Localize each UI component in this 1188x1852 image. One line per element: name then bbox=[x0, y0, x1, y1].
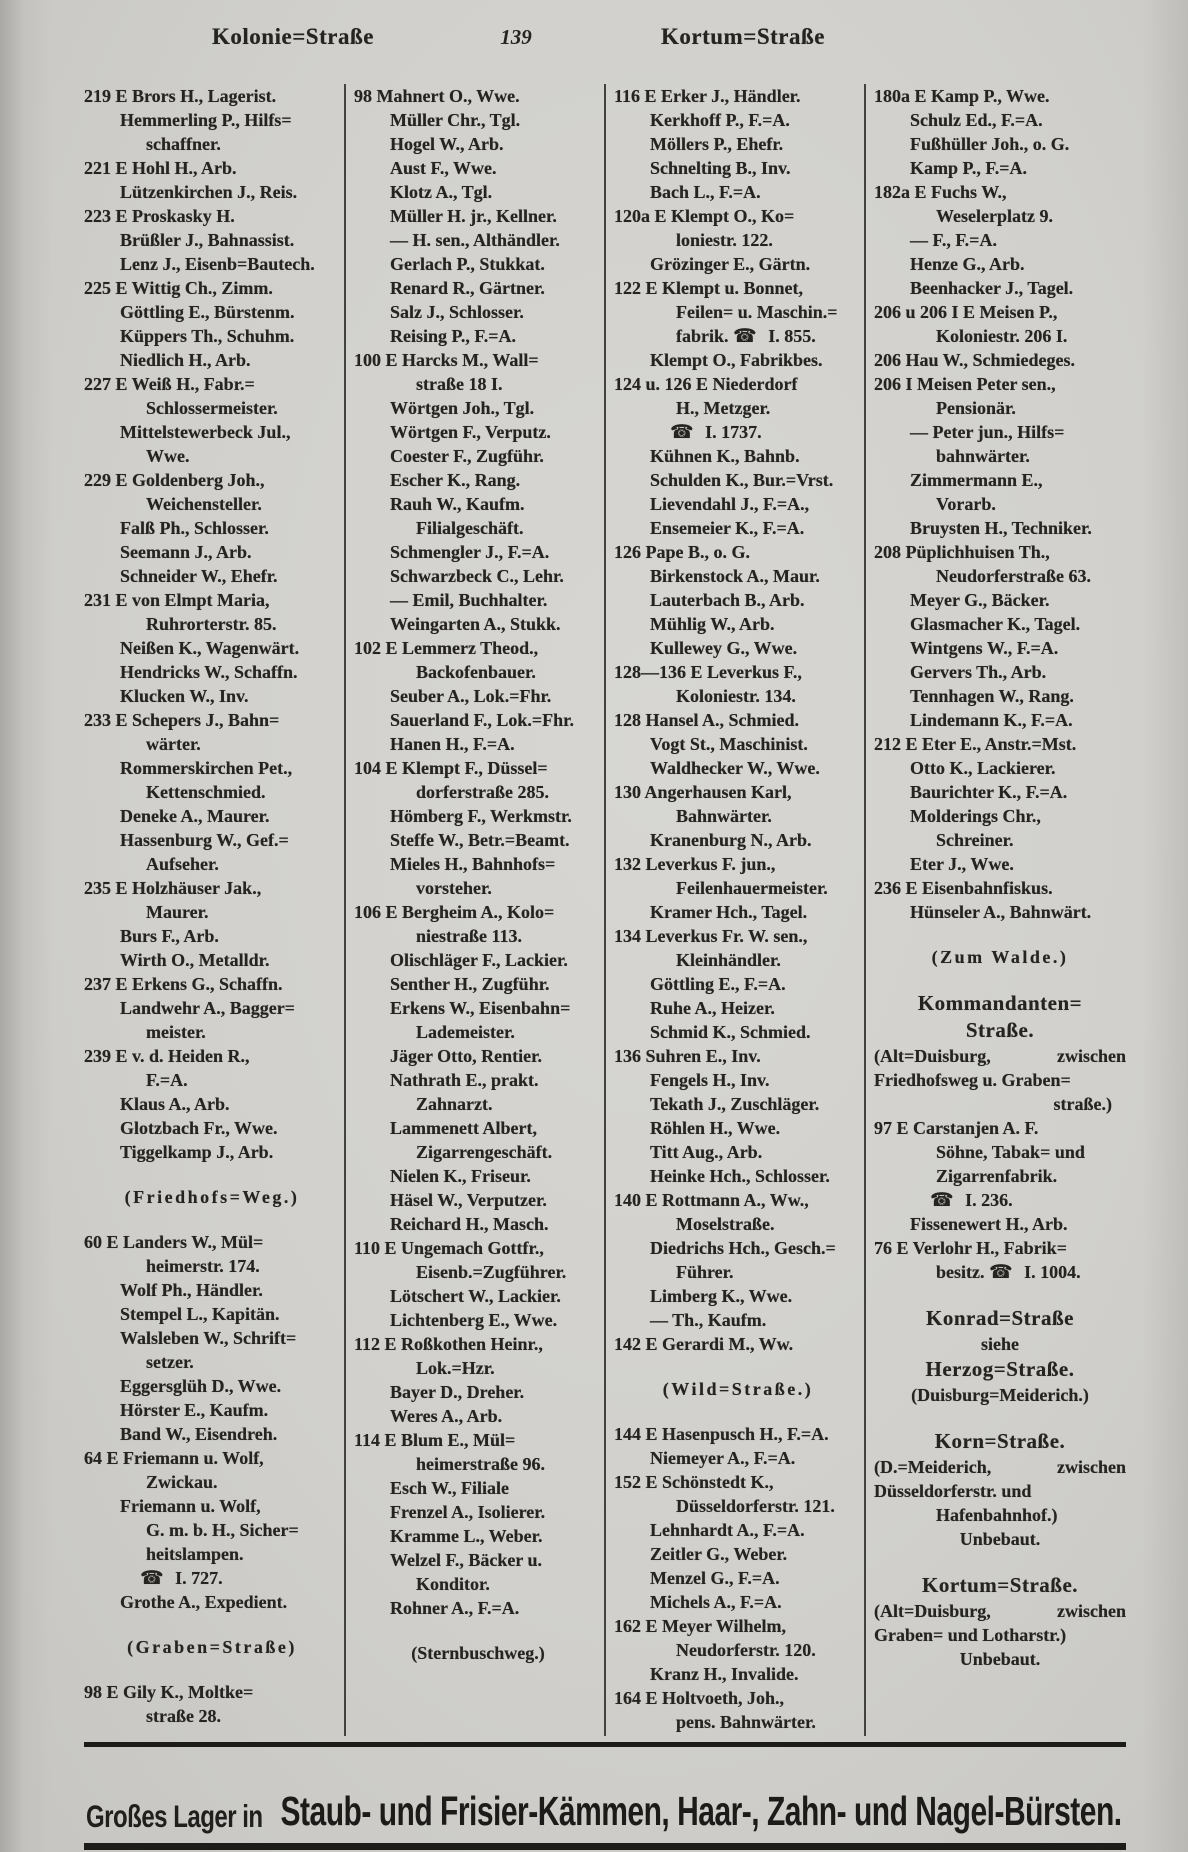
directory-line: Glasmacher K., Tagel. bbox=[910, 614, 1081, 634]
directory-line: setzer. bbox=[146, 1352, 194, 1372]
column-divider bbox=[604, 84, 606, 1736]
directory-line: Sauerland F., Lok.=Fhr. bbox=[390, 710, 574, 730]
directory-line: Friedhofsweg u. Graben= bbox=[874, 1070, 1071, 1090]
directory-line: Lötschert W., Lackier. bbox=[390, 1286, 561, 1306]
directory-line: fabrik. ☎ I. 855. bbox=[676, 325, 816, 347]
directory-line: 180a E Kamp P., Wwe. bbox=[874, 86, 1050, 106]
directory-line: Eggersglüh D., Wwe. bbox=[120, 1376, 282, 1396]
directory-line: 76 E Verlohr H., Fabrik= bbox=[874, 1238, 1067, 1258]
directory-line: 104 E Klempt F., Düssel= bbox=[354, 758, 548, 778]
directory-line: Tekath J., Zuschläger. bbox=[650, 1094, 820, 1114]
directory-line: Ruhe A., Heizer. bbox=[650, 998, 775, 1018]
directory-line: Lok.=Hzr. bbox=[416, 1358, 495, 1378]
directory-line: Rommerskirchen Pet., bbox=[120, 758, 293, 778]
directory-line: 162 E Meyer Wilhelm, bbox=[614, 1616, 786, 1636]
directory-line: ☎ I. 727. bbox=[140, 1567, 223, 1589]
directory-line: Coester F., Zugführ. bbox=[390, 446, 544, 466]
directory-line: Feilenhauermeister. bbox=[676, 878, 828, 898]
directory-line: Molderings Chr., bbox=[910, 806, 1041, 826]
directory-line: Fissenewert H., Arb. bbox=[910, 1214, 1068, 1234]
spacer bbox=[354, 1620, 602, 1641]
directory-line: 98 E Gily K., Moltke= bbox=[84, 1682, 254, 1702]
directory-line: 116 E Erker J., Händler. bbox=[614, 86, 801, 106]
directory-line: 239 E v. d. Heiden R., bbox=[84, 1046, 250, 1066]
directory-line: — Peter jun., Hilfs= bbox=[910, 422, 1065, 442]
telephone-icon: ☎ bbox=[140, 1567, 164, 1589]
directory-line: Wörtgen F., Verputz. bbox=[390, 422, 551, 442]
cross-street-note: Unbebaut. bbox=[959, 1529, 1041, 1549]
directory-line: — H. sen., Althändler. bbox=[390, 230, 560, 250]
street-heading: Kommandanten= bbox=[917, 991, 1083, 1015]
directory-line: Diedrichs Hch., Gesch.= bbox=[650, 1238, 836, 1258]
directory-line: Zigarrengeschäft. bbox=[416, 1142, 553, 1162]
directory-line: Stempel L., Kapitän. bbox=[120, 1304, 280, 1324]
directory-line: vorsteher. bbox=[416, 878, 492, 898]
directory-line: Lützenkirchen J., Reis. bbox=[120, 182, 298, 202]
directory-line: Mieles H., Bahnhofs= bbox=[390, 854, 556, 874]
directory-line: 60 E Landers W., Mül= bbox=[84, 1232, 264, 1252]
directory-line: Bruysten H., Techniker. bbox=[910, 518, 1092, 538]
directory-line: 132 Leverkus F. jun., bbox=[614, 854, 776, 874]
directory-line: Kühnen K., Bahnb. bbox=[650, 446, 800, 466]
directory-line: 225 E Wittig Ch., Zimm. bbox=[84, 278, 273, 298]
directory-line: Mittelstewerbeck Jul., bbox=[120, 422, 291, 442]
directory-line: 235 E Holzhäuser Jak., bbox=[84, 878, 262, 898]
directory-line: Heinke Hch., Schlosser. bbox=[650, 1166, 830, 1186]
directory-line: Schreiner. bbox=[936, 830, 1014, 850]
directory-line: Burs F., Arb. bbox=[120, 926, 219, 946]
directory-line: Schmengler J., F.=A. bbox=[390, 542, 550, 562]
column-divider bbox=[344, 84, 346, 1736]
directory-line: Escher K., Rang. bbox=[390, 470, 521, 490]
directory-line: H., Metzger. bbox=[676, 398, 771, 418]
directory-line: heitslampen. bbox=[146, 1544, 244, 1564]
directory-column-4 bbox=[874, 84, 1126, 1671]
spacer bbox=[84, 1164, 340, 1185]
directory-line: Zahnarzt. bbox=[416, 1094, 493, 1114]
directory-line: 120a E Klempt O., Ko= bbox=[614, 206, 795, 226]
directory-line: Hendricks W., Schaffn. bbox=[120, 662, 298, 682]
running-header-right: Kortum=Straße bbox=[661, 24, 825, 49]
directory-line: Lammenett Albert, bbox=[390, 1118, 537, 1138]
column-divider bbox=[864, 84, 866, 1736]
directory-line: 122 E Klempt u. Bonnet, bbox=[614, 278, 804, 298]
directory-line: Söhne, Tabak= und bbox=[936, 1142, 1085, 1162]
spacer bbox=[84, 1209, 340, 1230]
cross-street-note: (Friedhofs=Weg.) bbox=[124, 1187, 300, 1207]
street-heading: Kortum=Straße. bbox=[921, 1573, 1079, 1597]
directory-line: Filialgeschäft. bbox=[416, 518, 524, 538]
directory-line: Limberg K., Wwe. bbox=[650, 1286, 793, 1306]
directory-line: Zigarrenfabrik. bbox=[936, 1166, 1058, 1186]
directory-line: 219 E Brors H., Lagerist. bbox=[84, 86, 277, 106]
directory-line: Lauterbach B., Arb. bbox=[650, 590, 805, 610]
directory-line: Konditor. bbox=[416, 1574, 490, 1594]
telephone-icon: ☎ bbox=[733, 325, 757, 347]
directory-line: — Th., Kaufm. bbox=[650, 1310, 767, 1330]
spacer bbox=[874, 1551, 1126, 1572]
directory-line: 206 Hau W., Schmiedeges. bbox=[874, 350, 1076, 370]
directory-line: Deneke A., Maurer. bbox=[120, 806, 270, 826]
directory-line: 142 E Gerardi M., Ww. bbox=[614, 1334, 794, 1354]
street-heading: Straße. bbox=[965, 1018, 1035, 1042]
directory-line: dorferstraße 285. bbox=[416, 782, 549, 802]
directory-line: straße.) bbox=[1053, 1094, 1112, 1114]
directory-line: Wörtgen Joh., Tgl. bbox=[390, 398, 535, 418]
street-heading: Herzog=Straße. bbox=[925, 1357, 1075, 1381]
directory-line: Koloniestr. 206 I. bbox=[936, 326, 1068, 346]
directory-line: Kranenburg N., Arb. bbox=[650, 830, 812, 850]
directory-line: Landwehr A., Bagger= bbox=[120, 998, 295, 1018]
cross-street-note: (Sternbuschweg.) bbox=[411, 1643, 545, 1663]
directory-line: Häsel W., Verputzer. bbox=[390, 1190, 547, 1210]
page-number: 139 bbox=[500, 25, 532, 49]
directory-line: Lehnhardt A., F.=A. bbox=[650, 1520, 805, 1540]
directory-line: Ensemeier K., F.=A. bbox=[650, 518, 805, 538]
directory-line: Backofenbauer. bbox=[416, 662, 536, 682]
directory-line: Ruhrorterstr. 85. bbox=[146, 614, 277, 634]
directory-line: ☎ I. 236. bbox=[930, 1189, 1013, 1211]
directory-line: Kranz H., Invalide. bbox=[650, 1664, 799, 1684]
directory-line: Rohner A., F.=A. bbox=[390, 1598, 520, 1618]
directory-line: (Alt=Duisburg, zwischen bbox=[874, 1601, 1126, 1621]
directory-line: Hanen H., F.=A. bbox=[390, 734, 515, 754]
directory-line: Menzel G., F.=A. bbox=[650, 1568, 780, 1588]
directory-line: Frenzel A., Isolierer. bbox=[390, 1502, 546, 1522]
directory-line: Neudorferstraße 63. bbox=[936, 566, 1091, 586]
directory-line: Führer. bbox=[676, 1262, 734, 1282]
directory-line: Klempt O., Fabrikbes. bbox=[650, 350, 823, 370]
spacer bbox=[874, 924, 1126, 945]
footer-ad-prefix: Großes Lager in bbox=[86, 1799, 263, 1835]
directory-line: 206 I Meisen Peter sen., bbox=[874, 374, 1056, 394]
directory-line: Meyer G., Bäcker. bbox=[910, 590, 1050, 610]
directory-line: ☎ I. 1737. bbox=[670, 421, 762, 443]
directory-line: Walsleben W., Schrift= bbox=[120, 1328, 297, 1348]
directory-line: Göttling E., Bürstenm. bbox=[120, 302, 295, 322]
directory-line: Moselstraße. bbox=[676, 1214, 775, 1234]
cross-street-note: Unbebaut. bbox=[959, 1649, 1041, 1669]
directory-line: Lievendahl J., F.=A., bbox=[650, 494, 810, 514]
directory-line: Steffe W., Betr.=Beamt. bbox=[390, 830, 570, 850]
directory-line: 134 Leverkus Fr. W. sen., bbox=[614, 926, 808, 946]
directory-line: Beenhacker J., Tagel. bbox=[910, 278, 1074, 298]
directory-line: 100 E Harcks M., Wall= bbox=[354, 350, 539, 370]
cross-street-note: (Zum Walde.) bbox=[931, 947, 1069, 967]
directory-line: Hassenburg W., Gef.= bbox=[120, 830, 289, 850]
directory-line: Müller H. jr., Kellner. bbox=[390, 206, 557, 226]
spacer bbox=[874, 1284, 1126, 1305]
directory-line: 110 E Ungemach Gottfr., bbox=[354, 1238, 544, 1258]
directory-line: Vorarb. bbox=[936, 494, 996, 514]
directory-line: Graben= und Lotharstr.) bbox=[874, 1625, 1067, 1645]
directory-line: Kamp P., F.=A. bbox=[910, 158, 1027, 178]
directory-line: 106 E Bergheim A., Kolo= bbox=[354, 902, 555, 922]
directory-line: Jäger Otto, Rentier. bbox=[390, 1046, 542, 1066]
directory-line: Zimmermann E., bbox=[910, 470, 1043, 490]
directory-column-3 bbox=[614, 84, 862, 1734]
directory-line: Eter J., Wwe. bbox=[910, 854, 1014, 874]
directory-line: Zwickau. bbox=[146, 1472, 218, 1492]
directory-line: Bahnwärter. bbox=[676, 806, 772, 826]
directory-line: Schnelting B., Inv. bbox=[650, 158, 791, 178]
directory-line: Schlossermeister. bbox=[146, 398, 278, 418]
directory-line: Fußhüller Joh., o. G. bbox=[910, 134, 1070, 154]
directory-line: Erkens W., Eisenbahn= bbox=[390, 998, 571, 1018]
directory-line: Kerkhoff P., F.=A. bbox=[650, 110, 790, 130]
directory-line: Feilen= u. Maschin.= bbox=[676, 302, 838, 322]
directory-line: Kramme L., Weber. bbox=[390, 1526, 543, 1546]
footer-rule-bottom bbox=[84, 1843, 1126, 1850]
directory-line: Hünseler A., Bahnwärt. bbox=[910, 902, 1092, 922]
telephone-icon: ☎ bbox=[989, 1261, 1013, 1283]
directory-line: 164 E Holtvoeth, Joh., bbox=[614, 1688, 785, 1708]
cross-street-note: (Duisburg=Meiderich.) bbox=[911, 1385, 1089, 1405]
telephone-icon: ☎ bbox=[670, 421, 694, 443]
spacer bbox=[874, 969, 1126, 990]
directory-line: 231 E von Elmpt Maria, bbox=[84, 590, 270, 610]
directory-line: 64 E Friemann u. Wolf, bbox=[84, 1448, 264, 1468]
directory-line: Birkenstock A., Maur. bbox=[650, 566, 820, 586]
directory-line: 102 E Lemmerz Theod., bbox=[354, 638, 539, 658]
footer-ad-text: Staub- und Frisier-Kämmen, Haar-, Zahn- und Nagel-Bürsten. bbox=[280, 1790, 1122, 1835]
directory-line: 221 E Hohl H., Arb. bbox=[84, 158, 237, 178]
running-header-left: Kolonie=Straße bbox=[212, 24, 374, 49]
directory-line: Klotz A., Tgl. bbox=[390, 182, 493, 202]
directory-line: 97 E Carstanjen A. F. bbox=[874, 1118, 1039, 1138]
directory-line: Senther H., Zugführ. bbox=[390, 974, 550, 994]
directory-line: 229 E Goldenberg Joh., bbox=[84, 470, 265, 490]
directory-line: Kettenschmied. bbox=[146, 782, 266, 802]
directory-line: Schulz Ed., F.=A. bbox=[910, 110, 1043, 130]
directory-line: Rauh W., Kaufm. bbox=[390, 494, 525, 514]
directory-line: pens. Bahnwärter. bbox=[676, 1712, 816, 1732]
directory-line: (D.=Meiderich, zwischen bbox=[874, 1457, 1126, 1477]
directory-line: 144 E Hasenpusch H., F.=A. bbox=[614, 1424, 829, 1444]
directory-line: Band W., Eisendreh. bbox=[120, 1424, 278, 1444]
street-heading: Korn=Straße. bbox=[934, 1429, 1066, 1453]
directory-line: 208 Püplichhuisen Th., bbox=[874, 542, 1050, 562]
directory-line: Klucken W., Inv. bbox=[120, 686, 249, 706]
directory-line: Düsseldorferstr. 121. bbox=[676, 1496, 835, 1516]
directory-line: Niemeyer A., F.=A. bbox=[650, 1448, 796, 1468]
directory-line: Weselerplatz 9. bbox=[936, 206, 1053, 226]
directory-line: Nielen K., Friseur. bbox=[390, 1166, 531, 1186]
directory-line: meister. bbox=[146, 1022, 206, 1042]
directory-line: Falß Ph., Schlosser. bbox=[120, 518, 269, 538]
directory-line: Vogt St., Maschinist. bbox=[650, 734, 808, 754]
directory-line: 128 Hansel A., Schmied. bbox=[614, 710, 800, 730]
directory-line: Schulden K., Bur.=Vrst. bbox=[650, 470, 834, 490]
directory-line: Gerlach P., Stukkat. bbox=[390, 254, 545, 274]
directory-line: Weres A., Arb. bbox=[390, 1406, 503, 1426]
directory-line: Lademeister. bbox=[416, 1022, 515, 1042]
directory-line: Schwarzbeck C., Lehr. bbox=[390, 566, 564, 586]
directory-line: Lindemann K., F.=A. bbox=[910, 710, 1073, 730]
directory-line: Wolf Ph., Händler. bbox=[120, 1280, 263, 1300]
directory-line: Küppers Th., Schuhm. bbox=[120, 326, 295, 346]
directory-line: heimerstr. 174. bbox=[146, 1256, 260, 1276]
directory-line: Schneider W., Ehefr. bbox=[120, 566, 278, 586]
directory-line: Friemann u. Wolf, bbox=[120, 1496, 261, 1516]
directory-line: Olischläger F., Lackier. bbox=[390, 950, 568, 970]
directory-line: Wintgens W., F.=A. bbox=[910, 638, 1059, 658]
directory-line: Pensionär. bbox=[936, 398, 1016, 418]
directory-line: loniestr. 122. bbox=[676, 230, 773, 250]
directory-line: Koloniestr. 134. bbox=[676, 686, 796, 706]
directory-line: bahnwärter. bbox=[936, 446, 1030, 466]
directory-line: Lenz J., Eisenb=Bautech. bbox=[120, 254, 315, 274]
directory-line: 136 Suhren E., Inv. bbox=[614, 1046, 761, 1066]
directory-line: Tiggelkamp J., Arb. bbox=[120, 1142, 274, 1162]
directory-line: Esch W., Filiale bbox=[390, 1478, 510, 1498]
directory-line: 130 Angerhausen Karl, bbox=[614, 782, 792, 802]
directory-line: 236 E Eisenbahnfiskus. bbox=[874, 878, 1053, 898]
directory-line: Zeitler G., Weber. bbox=[650, 1544, 788, 1564]
directory-column-2 bbox=[354, 84, 602, 1665]
directory-line: Göttling E., F.=A. bbox=[650, 974, 786, 994]
directory-line: Mühlig W., Arb. bbox=[650, 614, 775, 634]
directory-line: Wirth O., Metalldr. bbox=[120, 950, 270, 970]
directory-line: 126 Pape B., o. G. bbox=[614, 542, 751, 562]
directory-line: 152 E Schönstedt K., bbox=[614, 1472, 774, 1492]
directory-line: Neudorferstr. 120. bbox=[676, 1640, 816, 1660]
directory-line: Baurichter K., F.=A. bbox=[910, 782, 1068, 802]
street-heading: Konrad=Straße bbox=[926, 1306, 1074, 1330]
spacer bbox=[614, 1356, 862, 1377]
directory-line: Henze G., Arb. bbox=[910, 254, 1025, 274]
directory-line: straße 18 I. bbox=[416, 374, 503, 394]
directory-line: Glotzbach Fr., Wwe. bbox=[120, 1118, 278, 1138]
spacer bbox=[84, 1659, 340, 1680]
directory-line: 182a E Fuchs W., bbox=[874, 182, 1007, 202]
directory-line: Neißen K., Wagenwärt. bbox=[120, 638, 300, 658]
directory-line: 140 E Rottmann A., Ww., bbox=[614, 1190, 809, 1210]
directory-line: 112 E Roßkothen Heinr., bbox=[354, 1334, 543, 1354]
directory-line: Wwe. bbox=[146, 446, 190, 466]
footer-rule-top bbox=[84, 1742, 1126, 1747]
directory-line: Möllers P., Ehefr. bbox=[650, 134, 784, 154]
directory-line: Brüßler J., Bahnassist. bbox=[120, 230, 295, 250]
directory-line: — F., F.=A. bbox=[910, 230, 997, 250]
directory-line: Kullewey G., Wwe. bbox=[650, 638, 798, 658]
directory-line: Niedlich H., Arb. bbox=[120, 350, 251, 370]
directory-line: 237 E Erkens G., Schaffn. bbox=[84, 974, 283, 994]
directory-line: Kleinhändler. bbox=[676, 950, 781, 970]
directory-line: 128—136 E Leverkus F., bbox=[614, 662, 802, 682]
directory-line: 223 E Proskasky H. bbox=[84, 206, 235, 226]
directory-line: Kramer Hch., Tagel. bbox=[650, 902, 808, 922]
directory-line: Hömberg F., Werkmstr. bbox=[390, 806, 572, 826]
directory-line: Hörster E., Kaufm. bbox=[120, 1400, 269, 1420]
directory-line: Maurer. bbox=[146, 902, 209, 922]
cross-street-note: (Graben=Straße) bbox=[127, 1637, 297, 1657]
directory-line: Grothe A., Expedient. bbox=[120, 1592, 288, 1612]
footer-ad bbox=[86, 1756, 1126, 1836]
directory-line: Renard R., Gärtner. bbox=[390, 278, 545, 298]
directory-line: Bayer D., Dreher. bbox=[390, 1382, 525, 1402]
spacer bbox=[614, 1401, 862, 1422]
directory-line: straße 28. bbox=[146, 1706, 221, 1726]
directory-column-1 bbox=[84, 84, 340, 1728]
directory-line: (Alt=Duisburg, zwischen bbox=[874, 1046, 1126, 1066]
spacer bbox=[874, 1407, 1126, 1428]
cross-street-note: siehe bbox=[981, 1334, 1019, 1354]
directory-line: Waldhecker W., Wwe. bbox=[650, 758, 820, 778]
directory-line: Hemmerling P., Hilfs= bbox=[120, 110, 292, 130]
directory-line: Hafenbahnhof.) bbox=[936, 1505, 1058, 1525]
directory-line: Seemann J., Arb. bbox=[120, 542, 252, 562]
directory-line: Tennhagen W., Rang. bbox=[910, 686, 1074, 706]
directory-line: G. m. b. H., Sicher= bbox=[146, 1520, 299, 1540]
directory-line: schaffner. bbox=[146, 134, 221, 154]
directory-line: 98 Mahnert O., Wwe. bbox=[354, 86, 520, 106]
directory-line: Klaus A., Arb. bbox=[120, 1094, 230, 1114]
directory-line: 206 u 206 I E Meisen P., bbox=[874, 302, 1058, 322]
directory-line: Düsseldorferstr. und bbox=[874, 1481, 1032, 1501]
directory-line: 124 u. 126 E Niederdorf bbox=[614, 374, 798, 394]
directory-line: Fengels H., Inv. bbox=[650, 1070, 770, 1090]
directory-line: Weichensteller. bbox=[146, 494, 262, 514]
directory-line: Nathrath E., prakt. bbox=[390, 1070, 539, 1090]
directory-line: Schmid K., Schmied. bbox=[650, 1022, 811, 1042]
directory-line: — Emil, Buchhalter. bbox=[390, 590, 548, 610]
directory-line: 233 E Schepers J., Bahn= bbox=[84, 710, 280, 730]
directory-line: Grözinger E., Gärtn. bbox=[650, 254, 811, 274]
directory-line: Eisenb.=Zugführer. bbox=[416, 1262, 567, 1282]
directory-line: Aufseher. bbox=[146, 854, 219, 874]
directory-line: Müller Chr., Tgl. bbox=[390, 110, 521, 130]
directory-line: Otto K., Lackierer. bbox=[910, 758, 1056, 778]
directory-line: Michels A., F.=A. bbox=[650, 1592, 782, 1612]
directory-line: Röhlen H., Wwe. bbox=[650, 1118, 781, 1138]
directory-line: 227 E Weiß H., Fabr.= bbox=[84, 374, 255, 394]
spacer bbox=[84, 1614, 340, 1635]
directory-line: Titt Aug., Arb. bbox=[650, 1142, 763, 1162]
directory-line: Salz J., Schlosser. bbox=[390, 302, 524, 322]
telephone-icon: ☎ bbox=[930, 1189, 954, 1211]
directory-line: Hogel W., Arb. bbox=[390, 134, 504, 154]
directory-line: besitz. ☎ I. 1004. bbox=[936, 1261, 1081, 1283]
directory-line: Bach L., F.=A. bbox=[650, 182, 761, 202]
directory-line: 212 E Eter E., Anstr.=Mst. bbox=[874, 734, 1077, 754]
directory-line: Welzel F., Bäcker u. bbox=[390, 1550, 542, 1570]
directory-line: F.=A. bbox=[146, 1070, 188, 1090]
directory-line: wärter. bbox=[146, 734, 201, 754]
directory-line: Reichard H., Masch. bbox=[390, 1214, 549, 1234]
directory-line: niestraße 113. bbox=[416, 926, 522, 946]
directory-line: Gervers Th., Arb. bbox=[910, 662, 1047, 682]
directory-line: Aust F., Wwe. bbox=[390, 158, 497, 178]
directory-line: 114 E Blum E., Mül= bbox=[354, 1430, 516, 1450]
directory-line: Weingarten A., Stukk. bbox=[390, 614, 561, 634]
directory-line: Reising P., F.=A. bbox=[390, 326, 516, 346]
cross-street-note: (Wild=Straße.) bbox=[662, 1379, 814, 1399]
directory-line: Seuber A., Lok.=Fhr. bbox=[390, 686, 552, 706]
directory-line: Lichtenberg E., Wwe. bbox=[390, 1310, 558, 1330]
directory-line: heimerstraße 96. bbox=[416, 1454, 545, 1474]
